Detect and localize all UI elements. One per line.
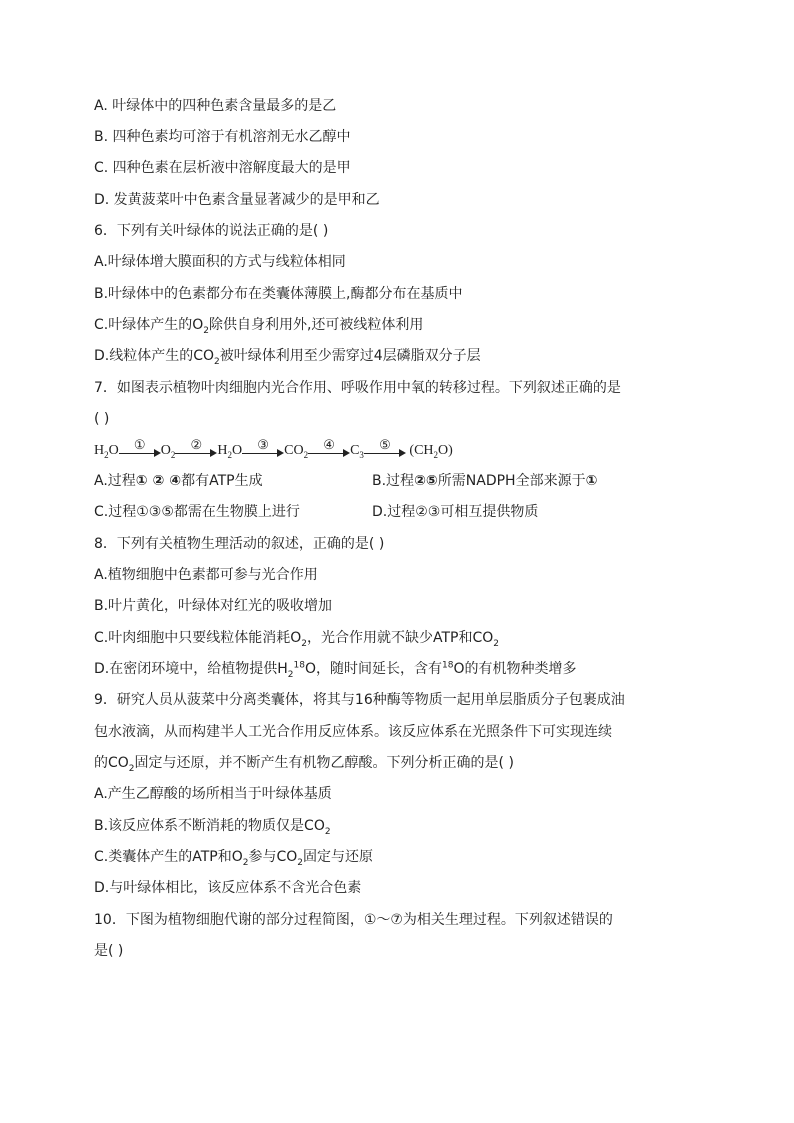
chain-o2: $O_2$	[160, 443, 176, 460]
q10-stem-line1: 10．下图为植物细胞代谢的部分过程简图，①～⑦为相关生理过程。下列叙述错误的	[94, 912, 613, 928]
q8-option-a: A.植物细胞中色素都可参与光合作用	[94, 567, 318, 583]
q7-options-cd	[94, 502, 704, 522]
q6-option-a: A.叶绿体增大膜面积的方式与线粒体相同	[94, 254, 346, 270]
q7-option-b: B.过程②⑤所需NADPH全部来源于①	[372, 473, 598, 489]
q7-stem-line1: 7．如图表示植物叶肉细胞内光合作用、呼吸作用中氧的转移过程。下列叙述正确的是	[94, 380, 621, 396]
q5-option-b: B. 四种色素均可溶于有机溶剂无水乙醇中	[94, 129, 351, 145]
chain-h2o-2: $H_2O$	[217, 443, 243, 460]
q8-option-d: D.在密闭环境中，给植物提供$H_2^{18}O$，随时间延长，含有$^{18}$O的有机物种类增多	[94, 660, 577, 680]
chain-arrow-3: ③	[242, 441, 284, 461]
q10-stem-line2: 是( )	[94, 943, 124, 959]
chain-arrow-2: ②	[175, 441, 217, 461]
q6-option-d: D.线粒体产生的$CO_2$被叶绿体利用至少需穿过4层磷脂双分子层	[94, 348, 481, 367]
chain-arrow-5: ⑤	[364, 441, 406, 461]
q9-option-d: D.与叶绿体相比，该反应体系不含光合色素	[94, 880, 362, 896]
q9-stem-line2: 包水液滴，从而构建半人工光合作用反应体系。该反应体系在光照条件下可实现连续	[94, 724, 612, 740]
oxygen-transfer-chain	[94, 437, 704, 461]
q9-option-c: C.类囊体产生的ATP和$O_2$参与$CO_2$固定与还原	[94, 849, 373, 868]
chain-arrow-1: ①	[119, 441, 161, 461]
q8-stem: 8．下列有关植物生理活动的叙述，正确的是( )	[94, 536, 385, 552]
q8-option-c: C.叶肉细胞中只要线粒体能消耗$O_2$，光合作用就不缺少ATP和$CO_2$	[94, 630, 499, 649]
chain-arrow-4: ④	[308, 441, 350, 461]
q9-option-b: B.该反应体系不断消耗的物质仅是$CO_2$	[94, 818, 331, 837]
q5-option-a: A. 叶绿体中的四种色素含量最多的是乙	[94, 98, 337, 114]
q9-stem-line1: 9．研究人员从菠菜中分离类囊体，将其与16种酶等物质一起用单层脂质分子包裹成油	[94, 692, 625, 708]
q9-option-a: A.产生乙醇酸的场所相当于叶绿体基质	[94, 786, 332, 802]
q9-stem-line3: 的$CO_2$固定与还原，并不断产生有机物乙醇酸。下列分析正确的是( )	[94, 755, 514, 774]
chain-ch2o: $(CH_2O)$	[409, 443, 453, 460]
chain-c3: $C_3$	[350, 443, 364, 460]
q6-option-b: B.叶绿体中的色素都分布在类囊体薄膜上,酶都分布在基质中	[94, 286, 463, 302]
chain-co2: $CO_2$	[284, 443, 309, 460]
q6-option-c: C.叶绿体产生的$O_2$除供自身利用外,还可被线粒体利用	[94, 317, 424, 336]
q7-stem-line2: ( )	[94, 411, 110, 427]
q7-options-ab	[94, 471, 704, 491]
chain-h2o: $H_2O$	[94, 443, 119, 460]
q8-option-b: B.叶片黄化，叶绿体对红光的吸收增加	[94, 598, 333, 614]
q5-option-d: D. 发黄菠菜叶中色素含量显著减少的是甲和乙	[94, 192, 380, 208]
q7-option-d: D.过程②③可相互提供物质	[372, 504, 539, 520]
q7-option-c: C.过程①③⑤都需在生物膜上进行	[94, 504, 300, 520]
q6-stem: 6．下列有关叶绿体的说法正确的是( )	[94, 223, 329, 239]
q5-option-c: C. 四种色素在层析液中溶解度最大的是甲	[94, 160, 351, 176]
q7-option-a: A.过程① ② ④都有ATP生成	[94, 473, 263, 489]
